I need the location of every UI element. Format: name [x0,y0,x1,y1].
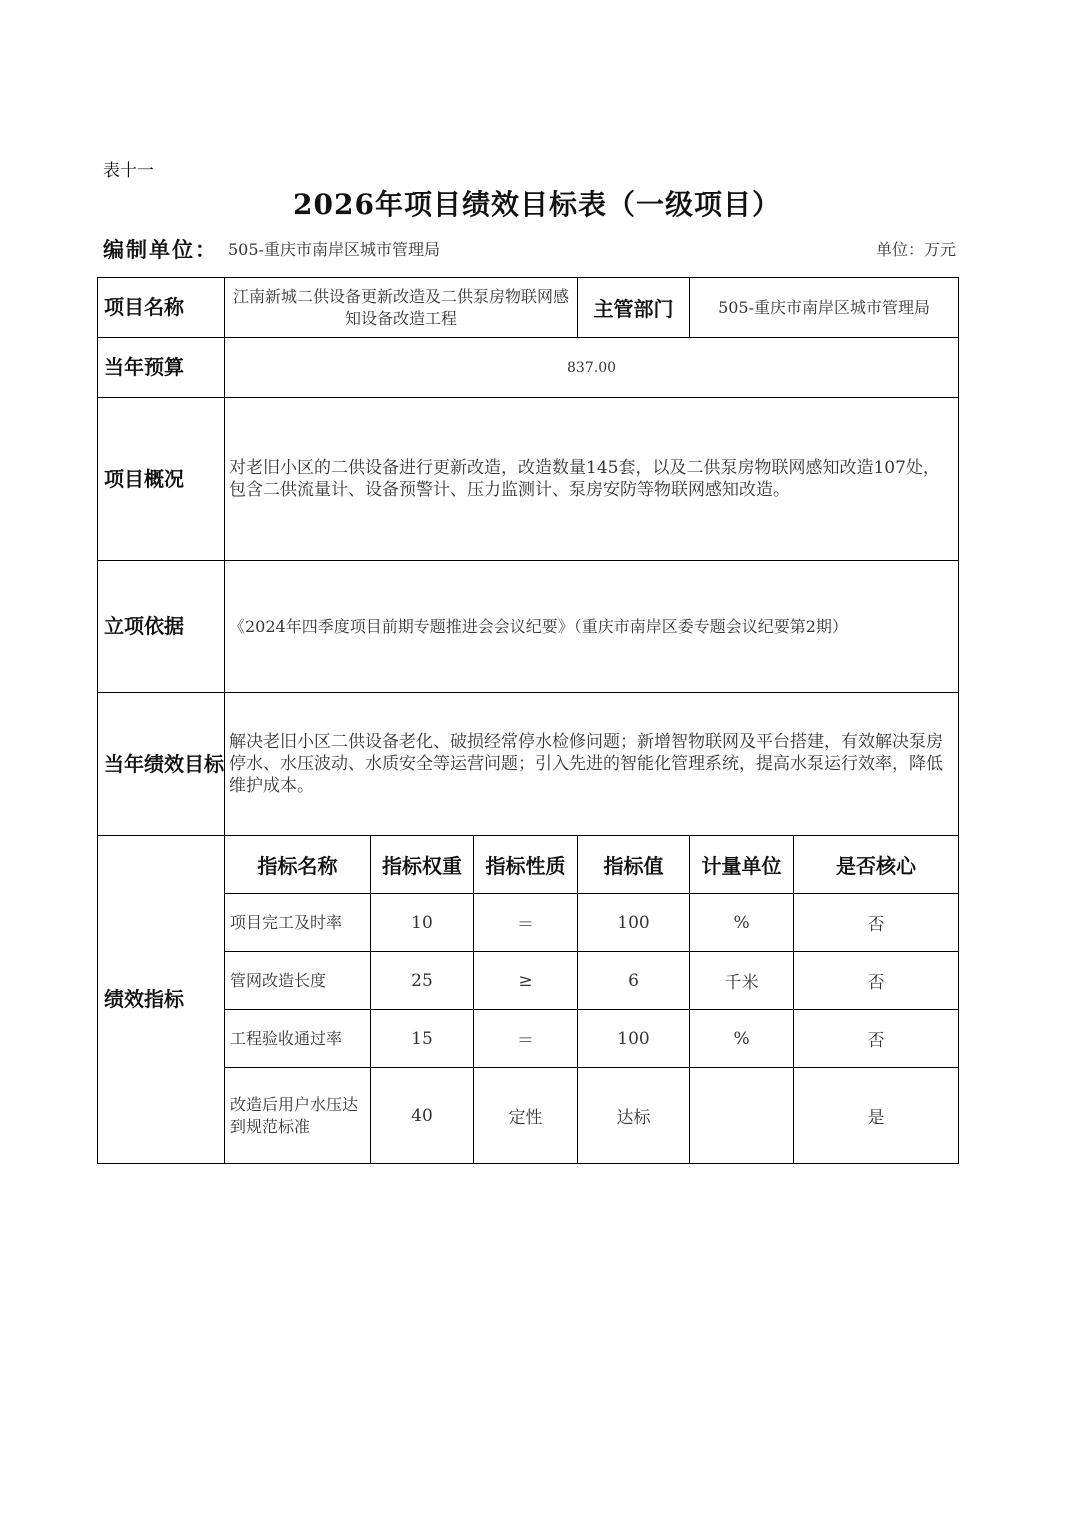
goal-row [98,693,959,836]
basis-row [98,561,959,693]
project-name-row [98,278,959,338]
header-indicator-value: 指标值 [578,836,690,894]
org-info-row [103,234,958,264]
project-name-value: 江南新城二供设备更新改造及二供泵房物联网感知设备改造工程 [225,278,578,338]
indicator-row [98,952,959,1010]
project-name-label: 项目名称 [98,278,225,338]
org-label: 编制单位： [103,237,218,262]
budget-row [98,338,959,398]
indicator-unit: % [690,894,794,952]
goal-label: 当年绩效目标 [98,693,225,836]
header-indicator-nature: 指标性质 [474,836,578,894]
indicator-name: 工程验收通过率 [225,1010,371,1068]
indicator-name: 项目完工及时率 [225,894,371,952]
indicator-nature: ＝ [474,894,578,952]
indicator-name: 管网改造长度 [225,952,371,1010]
indicator-section-label: 绩效指标 [98,836,225,1164]
indicator-name: 改造后用户水压达到规范标准 [225,1068,371,1164]
table-number-label: 表十一 [103,161,154,181]
dept-value: 505-重庆市南岸区城市管理局 [690,278,959,338]
indicator-weight: 25 [371,952,474,1010]
indicator-weight: 10 [371,894,474,952]
basis-label: 立项依据 [98,561,225,693]
indicator-row [98,1068,959,1164]
indicator-core: 否 [794,894,959,952]
budget-value: 837.00 [225,338,959,398]
indicator-value: 6 [578,952,690,1010]
indicator-unit: % [690,1010,794,1068]
indicator-core: 否 [794,1010,959,1068]
indicator-row [98,1010,959,1068]
indicator-weight: 15 [371,1010,474,1068]
indicator-value: 达标 [578,1068,690,1164]
indicator-nature: 定性 [474,1068,578,1164]
basis-value: 《2024年四季度项目前期专题推进会会议纪要》（重庆市南岸区委专题会议纪要第2期） [225,561,959,693]
indicator-row [98,894,959,952]
org-value: 505-重庆市南岸区城市管理局 [228,240,440,259]
header-indicator-weight: 指标权重 [371,836,474,894]
indicator-weight: 40 [371,1068,474,1164]
budget-label: 当年预算 [98,338,225,398]
page-title: 2026年项目绩效目标表（一级项目） [293,188,781,221]
performance-target-table [97,277,959,1164]
indicator-core: 否 [794,952,959,1010]
indicator-nature: ≥ [474,952,578,1010]
indicator-value: 100 [578,1010,690,1068]
dept-label: 主管部门 [578,278,690,338]
indicator-core: 是 [794,1068,959,1164]
money-unit-label: 单位：万元 [875,240,956,259]
indicator-value: 100 [578,894,690,952]
overview-value: 对老旧小区的二供设备进行更新改造，改造数量145套，以及二供泵房物联网感知改造107处，包含二供流量计、设备预警计、压力监测计、泵房安防等物联网感知改造。 [225,398,959,561]
goal-value: 解决老旧小区二供设备老化、破损经常停水检修问题；新增智物联网及平台搭建，有效解决泵房停水、水压波动、水质安全等运营问题；引入先进的智能化管理系统，提高水泵运行效率，降低维护成本。 [225,693,959,836]
indicator-nature: ＝ [474,1010,578,1068]
header-measure-unit: 计量单位 [690,836,794,894]
indicator-unit [690,1068,794,1164]
indicator-header-row [98,836,959,894]
header-is-core: 是否核心 [794,836,959,894]
header-indicator-name: 指标名称 [225,836,371,894]
overview-row [98,398,959,561]
overview-label: 项目概况 [98,398,225,561]
indicator-unit: 千米 [690,952,794,1010]
